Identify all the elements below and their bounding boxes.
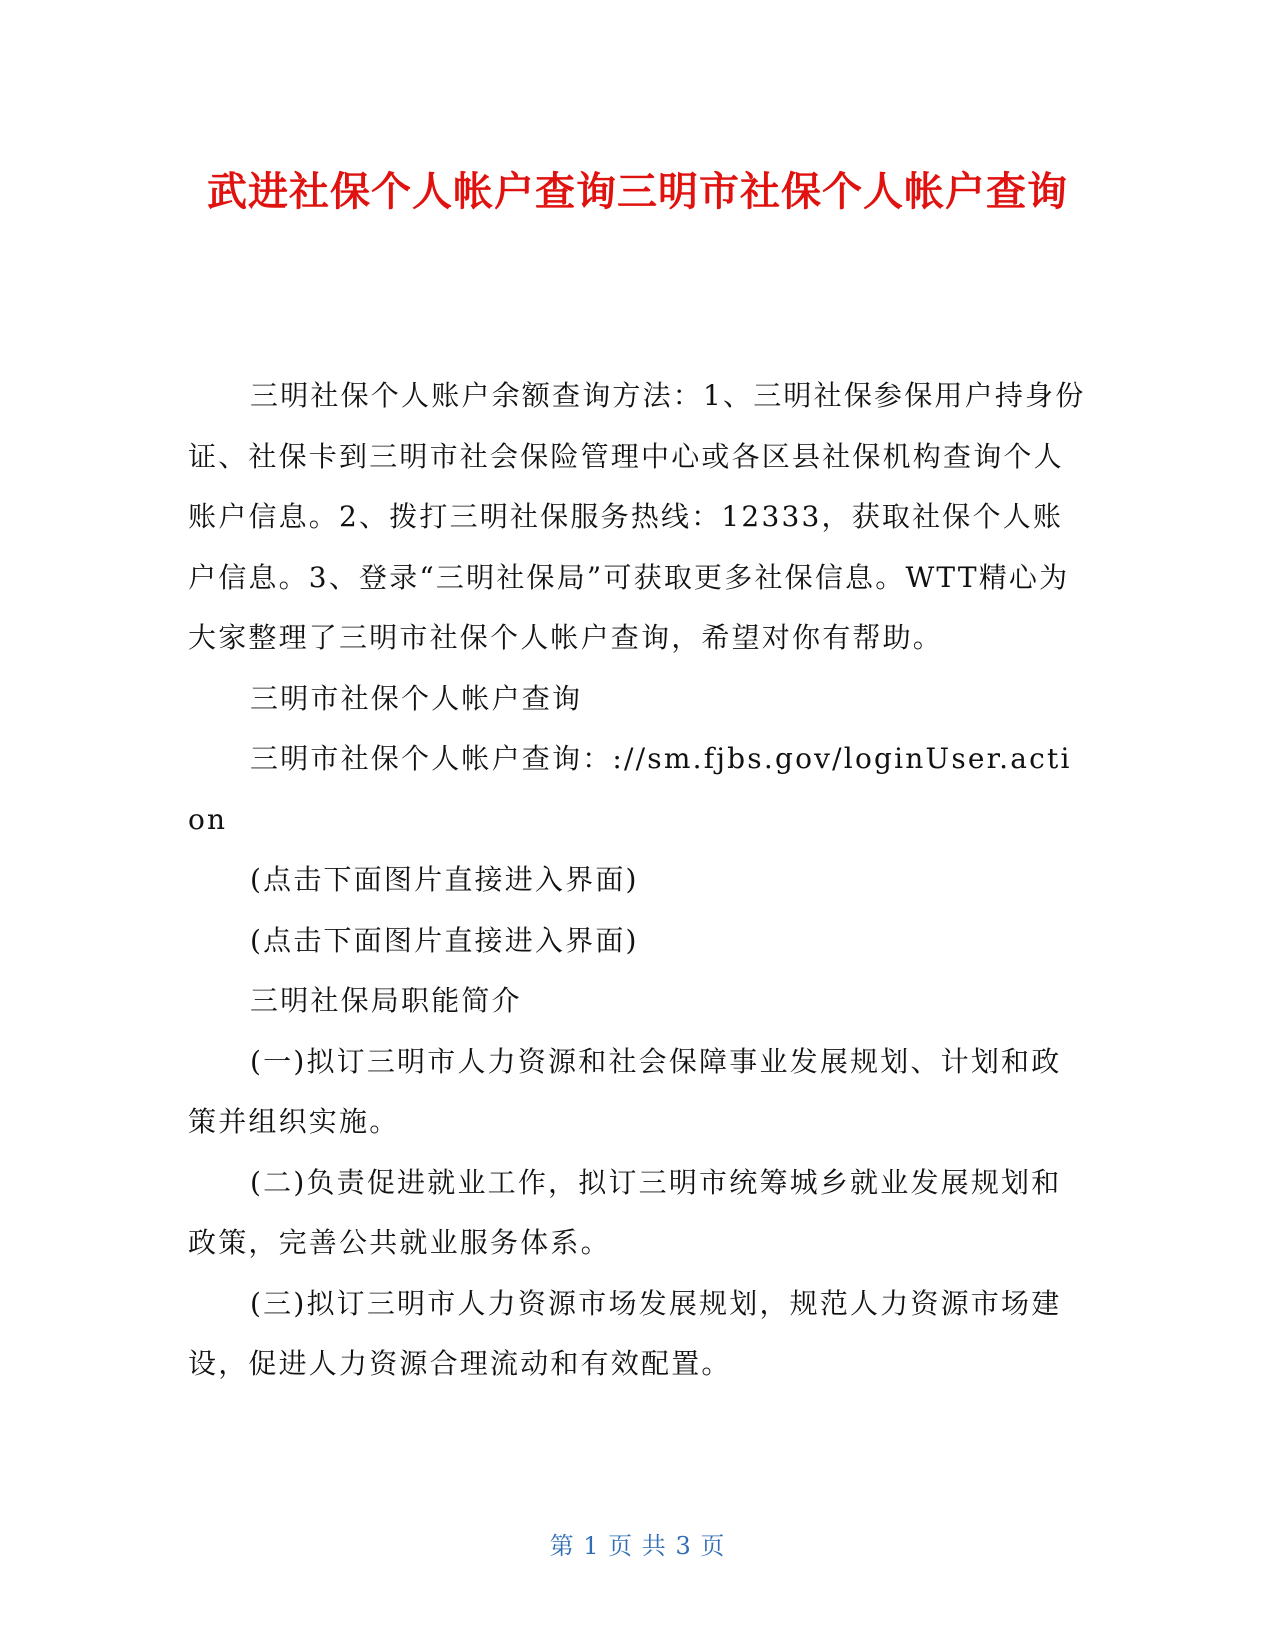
paragraph-function-1: (一)拟订三明市人力资源和社会保障事业发展规划、计划和政策并组织实施。 — [188, 1044, 1062, 1138]
paragraph-query-url: 三明市社保个人帐户查询：://sm.fjbs.gov/loginUser.action — [188, 742, 1072, 836]
paragraph-function-2: (二)负责促进就业工作，拟订三明市统筹城乡就业发展规划和政策，完善公共就业服务体系。 — [188, 1165, 1062, 1259]
paragraph-functions-heading: 三明社保局职能简介 — [250, 984, 522, 1017]
page-number-footer: 第 1 页 共 3 页 — [549, 1532, 726, 1560]
paragraph-query-methods: 三明社保个人账户余额查询方法：1、三明社保参保用户持身份证、社保卡到三明市社会保险管理中心或各区县社保机构查询个人账户信息。2、拨打三明社保服务热线：12333，获取社保个人账户信息。3、登录“三明社保局”可获取更多社保信息。WTT精心为大家整理了三明市社保个人帐户查询，希望对你有帮助。 — [188, 379, 1086, 654]
paragraph-click-hint-repeat: (点击下面图片直接进入界面) — [250, 923, 639, 957]
paragraph-click-hint: (点击下面图片直接进入界面) — [250, 863, 639, 896]
document-body — [188, 366, 1088, 1395]
paragraph-section-heading: 三明市社保个人帐户查询 — [250, 681, 583, 715]
document-title: 武进社保个人帐户查询三明市社保个人帐户查询 — [207, 169, 1068, 215]
paragraph-function-3: (三)拟订三明市人力资源市场发展规划，规范人力资源市场建设，促进人力资源合理流动和有效配置。 — [188, 1286, 1062, 1380]
